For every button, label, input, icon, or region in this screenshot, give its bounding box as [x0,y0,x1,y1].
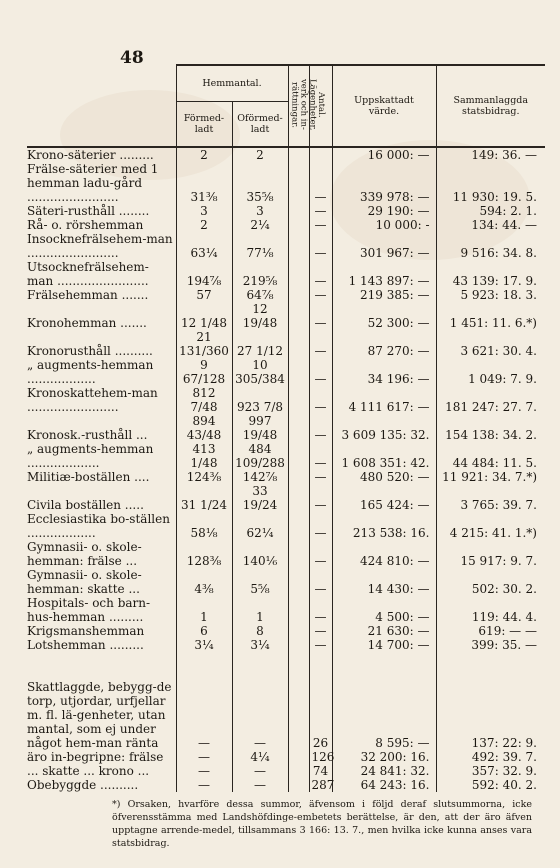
cell-lagenheter [288,442,309,470]
cell-uppskattadt: 1 608 351: 42. [332,442,436,470]
cell-oformedladt: 12 19/48 [232,302,288,330]
table-row [27,358,545,386]
table-row [27,232,545,260]
cell-statsbidrag: 134: 44. — [436,218,545,232]
cell-statsbidrag: 502: 30. 2. [436,568,545,596]
header-antal: Antal. [309,65,332,147]
cell-lagenheter [288,302,309,330]
cell-lagenheter [288,218,309,232]
row-label: Frälse-säterier med 1 hemman ladu-gård ........................ [27,162,159,204]
cell-oformedladt: 64⅞ [232,288,288,302]
cell-oformedladt: 2 [232,147,288,162]
row-label: Hospitals- och barn-hus-hemman ......... [27,596,151,624]
row-label: Lotshemman ......... [27,638,144,652]
cell-statsbidrag: 149: 36. — [436,147,545,162]
table-row [27,652,545,778]
table-row [27,540,545,568]
table-row [27,512,545,540]
cell-statsbidrag: 154 138: 34. 2. [436,414,545,442]
cell-uppskattadt: 21 630: — [332,624,436,638]
cell-lagenheter [288,540,309,568]
cell-statsbidrag: 11 930: 19. 5. [436,162,545,204]
cell-uppskattadt: 339 978: — [332,162,436,204]
row-label: Insocknefrälsehem-man ........................ [27,232,173,260]
cell-formedladt: 31 1/24 [176,484,232,512]
cell-lagenheter [288,330,309,358]
cell-uppskattadt: 87 270: — [332,330,436,358]
cell-uppskattadt: 4 111 617: — [332,386,436,414]
row-label: Krono-säterier ......... [27,147,176,162]
row-label: Gymnasii- o. skole-hemman: skatte ... [27,568,142,596]
cell-formedladt: 128⅜ [176,540,232,568]
cell-lagenheter [288,470,309,484]
cell-statsbidrag: 1 049: 7. 9. [436,358,545,386]
cell-antal: — [309,358,332,386]
cell-formedladt: 12 1/48 [176,302,232,330]
cell-oformedladt: 997 19/48 [232,414,288,442]
row-label: Militiæ-boställen .... [27,470,150,484]
table-row [27,778,545,792]
cell-statsbidrag: 137: 22: 9. 492: 39. 7. 357: 32. 9. [436,652,545,778]
cell-antal: — [309,162,332,204]
cell-formedladt: 6 [176,624,232,638]
cell-antal: — [309,638,332,652]
cell-statsbidrag: 3 621: 30. 4. [436,330,545,358]
cell-formedladt: — [176,778,232,792]
cell-uppskattadt: 301 967: — [332,232,436,260]
cell-uppskattadt: 424 810: — [332,540,436,568]
cell-uppskattadt: 10 000: - [332,218,436,232]
table-body [27,147,545,792]
cell-uppskattadt: 213 538: 16. [332,512,436,540]
table-row [27,302,545,330]
cell-antal: — [309,386,332,414]
cell-formedladt: 31⅜ [176,162,232,204]
cell-oformedladt: — 4¼ — [232,652,288,778]
cell-formedladt: 1 [176,596,232,624]
cell-uppskattadt: 14 700: — [332,638,436,652]
row-label: Utsocknefrälsehem-man ........................ [27,260,149,288]
cell-oformedladt: 77⅛ [232,232,288,260]
cell-uppskattadt: 4 500: — [332,596,436,624]
cell-lagenheter [288,778,309,792]
table-row [27,204,545,218]
cell-lagenheter [288,512,309,540]
cell-antal: — [309,204,332,218]
cell-uppskattadt: 16 000: — [332,147,436,162]
cell-formedladt: 57 [176,288,232,302]
table-row [27,484,545,512]
cell-antal: — [309,414,332,442]
header-oformedladt: Oförmed- ladt [232,102,288,148]
cell-statsbidrag: 15 917: 9. 7. [436,540,545,568]
row-label: Säteri-rusthåll ........ [27,204,150,218]
cell-antal: — [309,218,332,232]
header-lagenheter: Lägenheter, verk och in- rättningar. [288,65,309,147]
cell-oformedladt: 62¼ [232,512,288,540]
cell-formedladt: 3¼ [176,638,232,652]
table-row [27,147,545,162]
cell-uppskattadt: 8 595: — 32 200: 16. 24 841: 32. [332,652,436,778]
cell-formedladt: — — — [176,652,232,778]
row-label: Kronorusthåll .......... [27,344,153,358]
table-row [27,638,545,652]
cell-oformedladt: 8 [232,624,288,638]
cell-formedladt: 3 [176,204,232,218]
table-row [27,568,545,596]
cell-formedladt: 9 67/128 [176,358,232,386]
cell-antal: — [309,596,332,624]
cell-formedladt: 894 43/48 [176,414,232,442]
table-row [27,470,545,484]
header-hemmantal: Hemmantal. [176,65,288,102]
cell-oformedladt: 140⅙ [232,540,288,568]
row-label: Kronosk.-rusthåll ... [27,428,148,442]
cell-oformedladt: 10 305/384 [232,358,288,386]
table-row [27,596,545,624]
cell-antal: — [309,330,332,358]
header-uppskattadt: Uppskattadt värde. [332,65,436,147]
cell-oformedladt: 1 [232,596,288,624]
cell-uppskattadt: 3 609 135: 32. [332,414,436,442]
cell-lagenheter [288,596,309,624]
cell-statsbidrag: 11 921: 34. 7.*) [436,470,545,484]
row-label: Krigsmanshemman [27,624,145,638]
cell-oformedladt: 142⅞ [232,470,288,484]
cell-oformedladt: 2¼ [232,218,288,232]
cell-statsbidrag: 594: 2. 1. [436,204,545,218]
table-row [27,330,545,358]
cell-oformedladt: 3¼ [232,638,288,652]
cell-lagenheter [288,414,309,442]
row-label: Skattlaggde, bebygg-de torp, utjordar, urfjellar m. fl. lä-genheter, utan mantal, som ej under något hem-man ränta äro in-begripne: frälse ... skatte ... krono ... [27,680,172,778]
table-row [27,288,545,302]
table-row [27,386,545,414]
cell-formedladt: 2 [176,218,232,232]
cell-lagenheter [288,162,309,204]
cell-antal: — [309,260,332,288]
table-row [27,218,545,232]
cell-formedladt: 63¼ [176,232,232,260]
cell-oformedladt: 35⅝ [232,162,288,204]
cell-lagenheter [288,624,309,638]
cell-formedladt: 2 [176,147,232,162]
cell-uppskattadt: 14 430: — [332,568,436,596]
footnote: *) Orsaken, hvarföre dessa summor, äfvensom i följd deraf slutsummorna, icke öfverensstämma med Landshöfdinge-embetets berättelse, är den, att der äro äfven upptagne arrende-medel, tillsammans 3 166: 13. 7., men hvilka icke kunna anses vara statsbidrag. [112,799,532,849]
cell-statsbidrag: 44 484: 11. 5. [436,442,545,470]
cell-antal: — [309,624,332,638]
cell-lagenheter [288,288,309,302]
cell-formedladt: 194⅞ [176,260,232,288]
cell-formedladt: 124⅜ [176,470,232,484]
cell-antal: 287 [309,778,332,792]
cell-lagenheter [288,652,309,778]
cell-lagenheter [288,638,309,652]
cell-uppskattadt: 34 196: — [332,358,436,386]
cell-uppskattadt: 165 424: — [332,484,436,512]
cell-oformedladt: 27 1/12 [232,330,288,358]
cell-antal: — [309,540,332,568]
table-row [27,414,545,442]
table-row [27,260,545,288]
cell-antal: — [309,232,332,260]
cell-statsbidrag: 5 923: 18. 3. [436,288,545,302]
row-label: Ecclesiastika bo-ställen .................. [27,512,170,540]
row-label: Frälsehemman ....... [27,288,149,302]
table-row [27,442,545,470]
cell-antal: — [309,288,332,302]
cell-lagenheter [288,204,309,218]
cell-statsbidrag: 119: 44. 4. [436,596,545,624]
cell-oformedladt: 484 109/288 [232,442,288,470]
cell-antal: 26 126 74 [309,652,332,778]
page-number: 48 [120,48,144,68]
cell-formedladt: 413 1/48 [176,442,232,470]
cell-lagenheter [288,232,309,260]
cell-formedladt: 58⅛ [176,512,232,540]
row-label: „ augments-hemman .................. [27,358,154,386]
cell-lagenheter [288,386,309,414]
statistics-table [27,64,545,792]
cell-formedladt: 812 7/48 [176,386,232,414]
header-sammanlaggda: Sammanlaggda statsbidrag. [436,65,545,147]
cell-statsbidrag: 9 516: 34. 8. [436,232,545,260]
cell-antal: — [309,512,332,540]
cell-oformedladt: 219⅝ [232,260,288,288]
cell-uppskattadt: 52 300: — [332,302,436,330]
cell-statsbidrag: 3 765: 39. 7. [436,484,545,512]
table-row [27,162,545,204]
cell-statsbidrag: 4 215: 41. 1.*) [436,512,545,540]
cell-lagenheter [288,568,309,596]
cell-statsbidrag: 399: 35. — [436,638,545,652]
cell-uppskattadt: 219 385: — [332,288,436,302]
row-label: Obebyggde .......... [27,778,139,792]
cell-oformedladt: 923 7/8 [232,386,288,414]
header-formedladt: Förmed- ladt [176,102,232,148]
row-label: Kronohemman ....... [27,316,147,330]
header-blank [27,65,176,147]
row-label: Civila boställen ..... [27,498,144,512]
cell-antal: — [309,568,332,596]
cell-formedladt: 21 131/360 [176,330,232,358]
cell-lagenheter [288,358,309,386]
table-row [27,624,545,638]
row-label: Kronoskattehem-man ........................ [27,386,158,414]
cell-uppskattadt: 480 520: — [332,470,436,484]
row-label: Gymnasii- o. skole-hemman: frälse ... [27,540,142,568]
cell-lagenheter [288,147,309,162]
cell-lagenheter [288,484,309,512]
cell-formedladt: 4⅜ [176,568,232,596]
cell-oformedladt: 5⅝ [232,568,288,596]
row-label: Rå- o. rörshemman [27,218,144,232]
cell-antal: — [309,484,332,512]
cell-statsbidrag: 181 247: 27. 7. [436,386,545,414]
cell-oformedladt: — [232,778,288,792]
cell-uppskattadt: 1 143 897: — [332,260,436,288]
cell-statsbidrag: 43 139: 17. 9. [436,260,545,288]
cell-lagenheter [288,260,309,288]
cell-statsbidrag: 592: 40. 2. [436,778,545,792]
cell-antal: — [309,470,332,484]
cell-antal [309,147,332,162]
cell-uppskattadt: 29 190: — [332,204,436,218]
row-label: „ augments-hemman ................... [27,442,154,470]
cell-oformedladt: 3 [232,204,288,218]
cell-uppskattadt: 64 243: 16. [332,778,436,792]
cell-oformedladt: 33 19/24 [232,484,288,512]
cell-antal: — [309,442,332,470]
cell-antal: — [309,302,332,330]
cell-statsbidrag: 1 451: 11. 6.*) [436,302,545,330]
cell-statsbidrag: 619: — — [436,624,545,638]
